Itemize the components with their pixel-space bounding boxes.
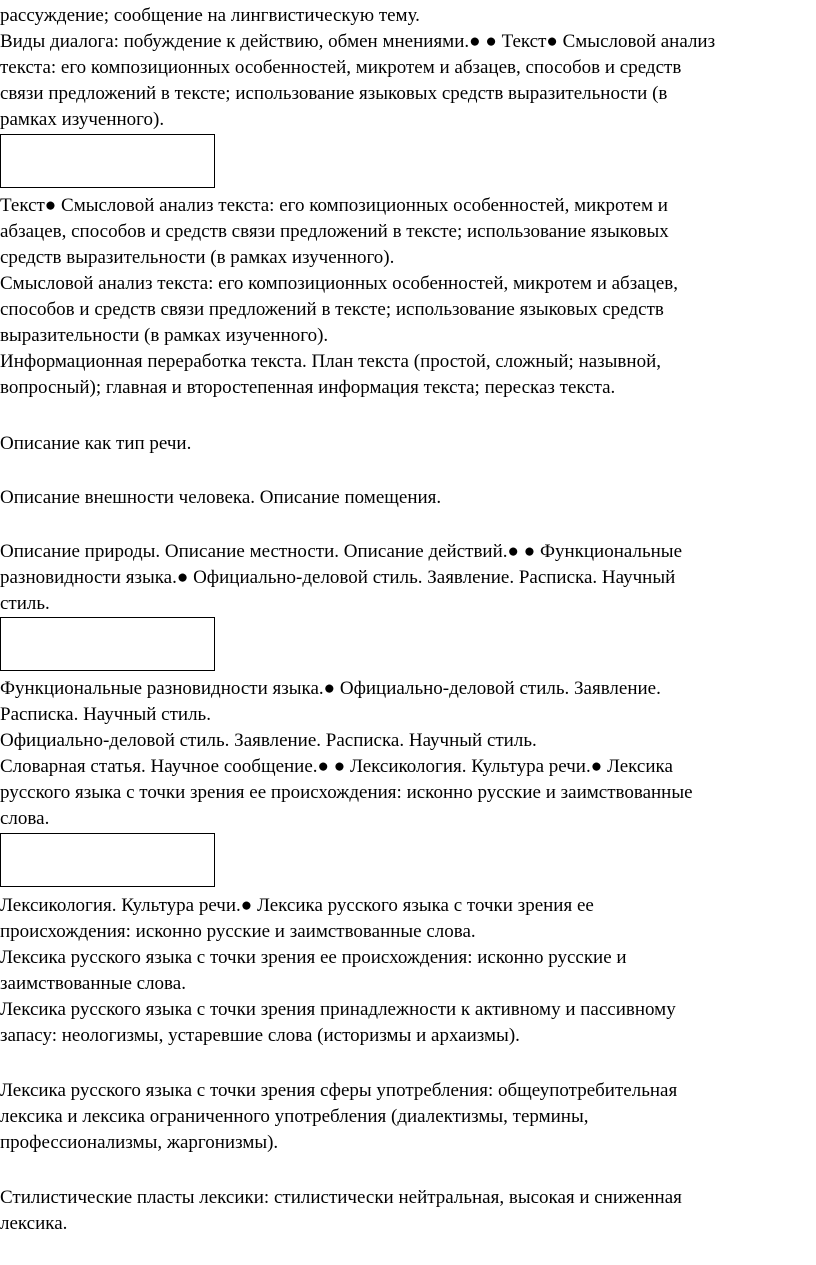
paragraph-description-type [0, 431, 812, 457]
text-line: Официально-деловой стиль. Заявление. Расписка. Научный стиль. [0, 730, 537, 751]
text-line: Лексика русского языка с точки зрения принадлежности к активному и пассивному [0, 999, 676, 1020]
text-line: заимствованные слова. [0, 973, 186, 994]
text-line: Информационная переработка текста. План текста (простой, сложный; назывной, [0, 351, 661, 372]
text-line: рассуждение; сообщение на лингвистическую тему. [0, 5, 420, 26]
empty-table-cell [0, 617, 215, 671]
text-line: Текст● Смысловой анализ текста: его композиционных особенностей, микротем и [0, 195, 668, 216]
empty-table-cell [0, 833, 215, 887]
text-line: Словарная статья. Научное сообщение.● ● Лексикология. Культура речи.● Лексика [0, 756, 673, 777]
paragraph-text-analysis-1 [0, 193, 812, 271]
text-line: русского языка с точки зрения ее происхождения: исконно русские и заимствованные [0, 782, 693, 803]
text-line: Лексикология. Культура речи.● Лексика русского языка с точки зрения ее [0, 895, 594, 916]
paragraph-lexis-active-passive [0, 997, 812, 1049]
paragraph-dictionary-entry [0, 754, 812, 832]
text-line: Смысловой анализ текста: его композиционных особенностей, микротем и абзацев, [0, 273, 678, 294]
paragraph-lexis-usage [0, 1078, 812, 1156]
text-line: связи предложений в тексте; использование языковых средств выразительности (в [0, 83, 668, 104]
paragraph-lexicology [0, 893, 812, 945]
text-line: разновидности языка.● Официально-деловой стиль. Заявление. Расписка. Научный [0, 567, 676, 588]
text-line: лексика и лексика ограниченного употребления (диалектизмы, термины, [0, 1106, 589, 1127]
text-line: происхождения: исконно русские и заимствованные слова. [0, 921, 476, 942]
text-line: рамках изученного). [0, 109, 165, 130]
paragraph-lexis-origin [0, 945, 812, 997]
text-line: способов и средств связи предложений в тексте; использование языковых средств [0, 299, 664, 320]
text-line: Лексика русского языка с точки зрения ее происхождения: исконно русские и [0, 947, 627, 968]
text-line: вопросный); главная и второстепенная информация текста; пересказ текста. [0, 377, 616, 398]
paragraph-functional-varieties [0, 676, 812, 728]
paragraph-reasoning [0, 3, 812, 29]
text-line: абзацев, способов и средств связи предложений в тексте; использование языковых [0, 221, 669, 242]
paragraph-official-style [0, 728, 812, 754]
text-line: выразительности (в рамках изученного). [0, 325, 329, 346]
text-line: Функциональные разновидности языка.● Официально-деловой стиль. Заявление. [0, 678, 661, 699]
paragraph-nature-description [0, 539, 812, 617]
text-line: стиль. [0, 593, 50, 614]
empty-table-cell [0, 134, 215, 188]
paragraph-stylistic-layers [0, 1185, 812, 1237]
paragraph-dialogue-types [0, 29, 812, 133]
text-line: лексика. [0, 1213, 68, 1234]
text-line: слова. [0, 808, 50, 829]
text-line: Описание природы. Описание местности. Описание действий.● ● Функциональные [0, 541, 682, 562]
text-line: Расписка. Научный стиль. [0, 704, 211, 725]
text-line: Описание как тип речи. [0, 433, 192, 454]
text-line: Стилистические пласты лексики: стилистически нейтральная, высокая и сниженная [0, 1187, 682, 1208]
paragraph-appearance-description [0, 485, 812, 511]
text-line: Лексика русского языка с точки зрения сферы употребления: общеупотребительная [0, 1080, 678, 1101]
text-line: средств выразительности (в рамках изученного). [0, 247, 395, 268]
text-line: запасу: неологизмы, устаревшие слова (историзмы и архаизмы). [0, 1025, 520, 1046]
text-line: профессионализмы, жаргонизмы). [0, 1132, 279, 1153]
text-line: Описание внешности человека. Описание помещения. [0, 487, 442, 508]
paragraph-text-analysis-2 [0, 271, 812, 349]
text-line: Виды диалога: побуждение к действию, обмен мнениями.● ● Текст● Смысловой анализ [0, 31, 716, 52]
paragraph-info-processing [0, 349, 812, 401]
text-line: текста: его композиционных особенностей, микротем и абзацев, способов и средств [0, 57, 682, 78]
